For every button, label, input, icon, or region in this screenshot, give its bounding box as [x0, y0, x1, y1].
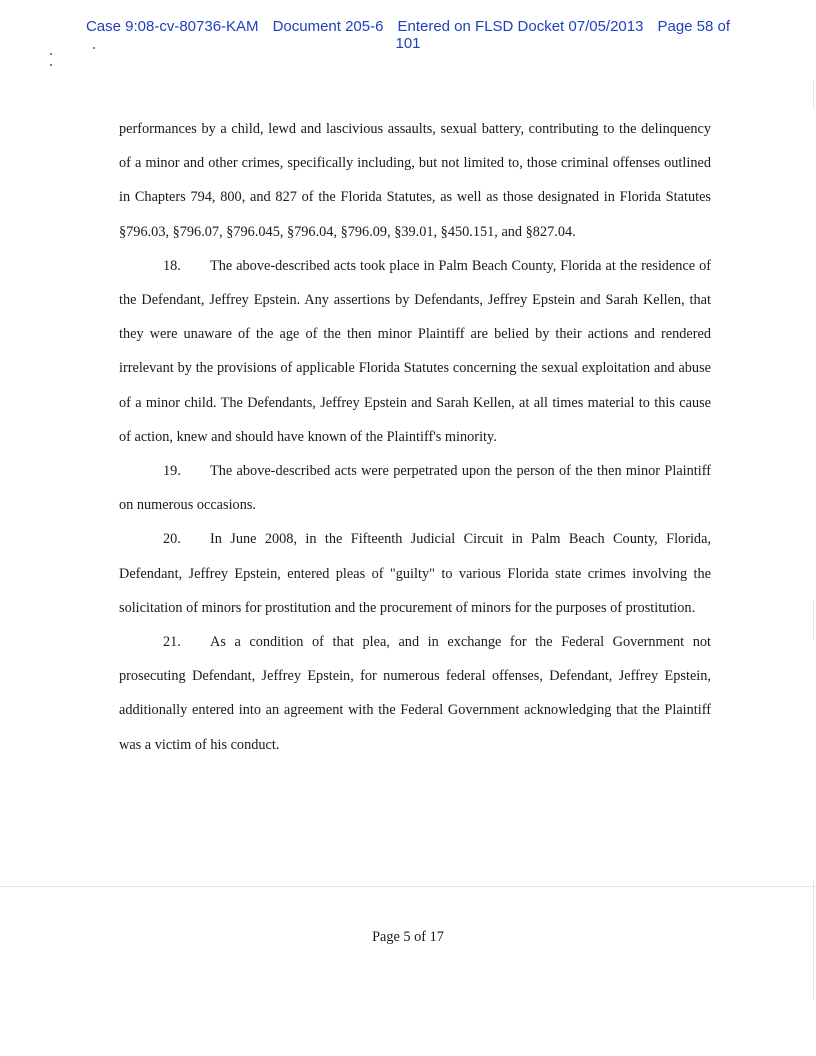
paragraph-text: As a condition of that plea, and in exchange for the Federal Government not prosecuting Defendant, Jeffrey Epstein, for numerous federal offenses, Defendant, Jeffrey Epstein, additionally entered into an agreement with the Federal Government acknowledging that the Plaintiff was a victim of his conduct.: [119, 634, 711, 753]
paragraph-continued: [119, 112, 711, 249]
page-footer: [0, 929, 816, 946]
paragraph-number: 18.: [163, 257, 181, 274]
paragraph-text: performances by a child, lewd and lascivious assaults, sexual battery, contributing to the delinquency of a minor and other crimes, specifically including, but not limited to, those criminal offenses outlined in Chapters 794, 800, and 827 of the Florida Statutes, as well as those designated in Florida Statutes §796.03, §796.07, §796.045, §796.04, §796.09, §39.01, §450.151, and §827.04.: [119, 121, 711, 240]
paragraph-18: [119, 249, 711, 454]
case-number: Case 9:08-cv-80736-KAM: [85, 18, 259, 35]
paragraph-number: 21.: [163, 634, 181, 651]
scan-speck: [93, 47, 95, 49]
docket-page-label: Page 58 of: [657, 18, 731, 35]
docket-entry-date: Entered on FLSD Docket 07/05/2013: [397, 18, 644, 35]
paragraph-text: The above-described acts were perpetrated upon the person of the then minor Plaintiff on numerous occasions.: [119, 463, 711, 514]
scan-speck: [50, 64, 52, 66]
paragraph-number: 20.: [163, 531, 181, 548]
page-divider: [0, 886, 816, 887]
paragraph-19: [119, 454, 711, 522]
docket-page-total: 101: [395, 35, 421, 52]
page-number: Page 5 of 17: [372, 929, 444, 945]
paragraph-number: 19.: [163, 463, 181, 480]
scan-edge-mark: [813, 80, 814, 110]
docket-header: [0, 18, 816, 52]
paragraph-20: [119, 522, 711, 625]
document-body: [119, 112, 711, 762]
document-number: Document 205-6: [272, 18, 384, 35]
paragraph-text: In June 2008, in the Fifteenth Judicial Circuit in Palm Beach County, Florida, Defendant, Jeffrey Epstein, entered pleas of "guilty" to various Florida state crimes involving the solicitation of minors for prostitution and the procurement of minors for the purposes of prostitution.: [119, 531, 711, 616]
paragraph-21: [119, 625, 711, 762]
scan-speck: [50, 53, 52, 55]
scan-edge-mark: [813, 600, 814, 640]
paragraph-text: The above-described acts took place in Palm Beach County, Florida at the residence of the Defendant, Jeffrey Epstein. Any assertions by Defendants, Jeffrey Epstein and Sarah Kellen, that they were unaware of the age of the then minor Plaintiff are belied by their actions and rendered irrelevant by the provisions of applicable Florida Statutes concerning the sexual exploitation and abuse of a minor child. The Defendants, Jeffrey Epstein and Sarah Kellen, at all times material to this cause of action, knew and should have known of the Plaintiff's minority.: [119, 257, 711, 445]
